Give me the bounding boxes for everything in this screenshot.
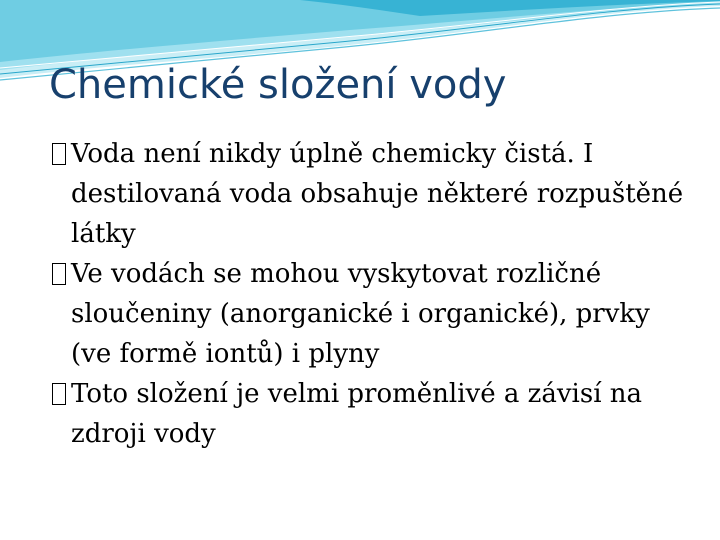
missing-glyph-box-icon	[52, 254, 69, 294]
bullet-text: Ve vodách se mohou vyskytovat rozličné sloučeniny (anorganické i organické), prvky (ve formě iontů) i plyny	[71, 259, 650, 369]
bullet-text: Voda není nikdy úplně chemicky čistá. I destilovaná voda obsahuje některé rozpuštěné látky	[71, 139, 684, 249]
missing-glyph-box-icon	[52, 374, 69, 414]
slide-title: Chemické složení vody	[49, 62, 507, 108]
bullet-list	[52, 134, 692, 454]
bullet-item	[52, 254, 692, 374]
bullet-item	[52, 134, 692, 254]
bullet-item	[52, 374, 692, 454]
missing-glyph-box-icon	[52, 134, 69, 174]
bullet-text: Toto složení je velmi proměnlivé a závisí na zdroji vody	[71, 379, 643, 449]
